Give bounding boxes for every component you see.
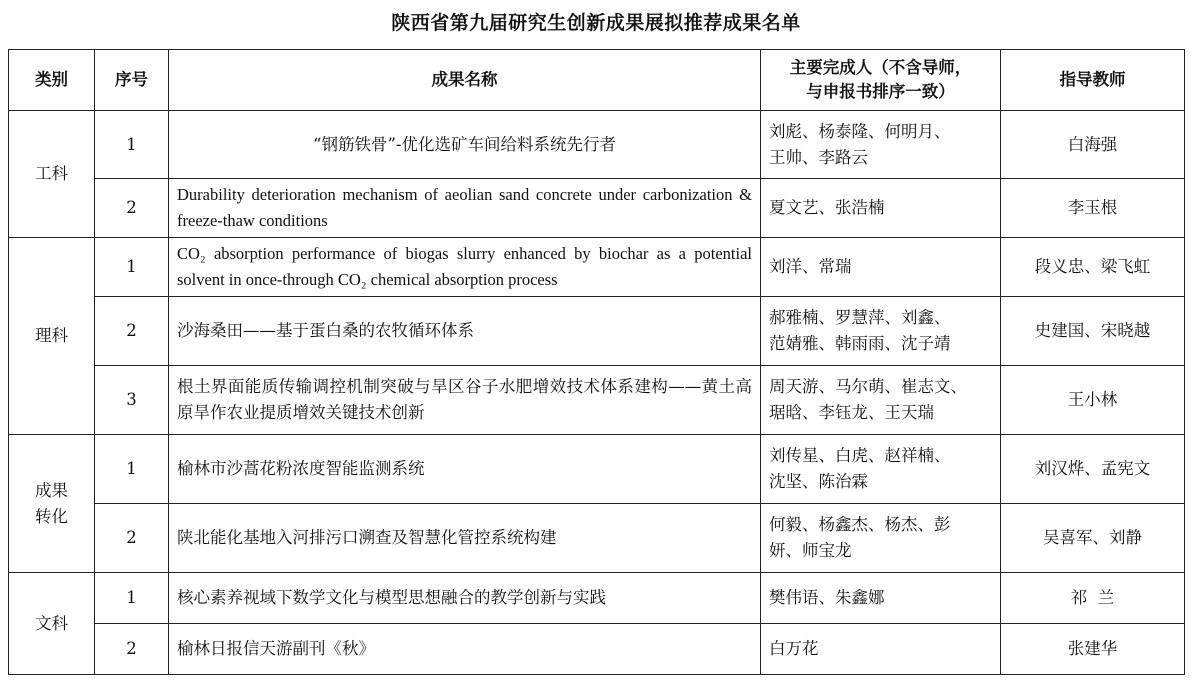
table-row bbox=[9, 238, 1185, 297]
people-line: 刘传星、白虎、赵祥楠、 bbox=[769, 446, 951, 465]
people-line: 周天游、马尔萌、崔志文、 bbox=[769, 377, 967, 396]
advisor-cell: 史建国、宋晓越 bbox=[1001, 297, 1185, 366]
table-row bbox=[9, 366, 1185, 435]
header-name: 成果名称 bbox=[169, 50, 761, 111]
people-cell: 樊伟语、朱鑫娜 bbox=[761, 573, 1001, 624]
category-cell: 理科 bbox=[9, 238, 95, 435]
people-line: 范婧雅、韩雨雨、沈子靖 bbox=[769, 334, 951, 353]
advisor-cell: 张建华 bbox=[1001, 624, 1185, 675]
achievement-name: “钢筋铁骨”-优化选矿车间给料系统先行者 bbox=[169, 111, 761, 179]
people-cell bbox=[761, 504, 1001, 573]
seq-cell: 2 bbox=[95, 179, 169, 238]
seq-cell: 1 bbox=[95, 111, 169, 179]
table-row bbox=[9, 624, 1185, 675]
advisor-cell: 祁 兰 bbox=[1001, 573, 1185, 624]
people-line: 郝雅楠、罗慧萍、刘鑫、 bbox=[769, 308, 951, 327]
people-cell bbox=[761, 366, 1001, 435]
achievement-name: Durability deterioration mechanism of aeolian sand concrete under carbonization & freeze-thaw conditions bbox=[169, 179, 761, 238]
header-people bbox=[761, 50, 1001, 111]
people-line: 妍、师宝龙 bbox=[769, 541, 852, 560]
people-line: 沈坚、陈治霖 bbox=[769, 472, 868, 491]
table-row bbox=[9, 573, 1185, 624]
advisor-cell: 段义忠、梁飞虹 bbox=[1001, 238, 1185, 297]
achievement-name: 陕北能化基地入河排污口溯查及智慧化管控系统构建 bbox=[169, 504, 761, 573]
header-people-line2: 与申报书排序一致） bbox=[806, 82, 955, 101]
people-line: 琚晗、李钰龙、王天瑞 bbox=[769, 403, 934, 422]
achievement-name: 根土界面能质传输调控机制突破与旱区谷子水肥增效技术体系建构——黄土高原旱作农业提质增效关键技术创新 bbox=[169, 366, 761, 435]
table-row bbox=[9, 435, 1185, 504]
category-line: 成果 bbox=[35, 480, 68, 500]
seq-cell: 1 bbox=[95, 238, 169, 297]
achievement-name: 核心素养视域下数学文化与模型思想融合的教学创新与实践 bbox=[169, 573, 761, 624]
seq-cell: 1 bbox=[95, 573, 169, 624]
header-seq: 序号 bbox=[95, 50, 169, 111]
table-row bbox=[9, 504, 1185, 573]
header-advisor: 指导教师 bbox=[1001, 50, 1185, 111]
table-row bbox=[9, 179, 1185, 238]
advisor-cell: 王小林 bbox=[1001, 366, 1185, 435]
people-line: 刘彪、杨泰隆、何明月、 bbox=[769, 121, 951, 141]
advisor-cell: 白海强 bbox=[1001, 111, 1185, 179]
advisor-cell: 李玉根 bbox=[1001, 179, 1185, 238]
people-cell: 白万花 bbox=[761, 624, 1001, 675]
people-cell: 夏文艺、张浩楠 bbox=[761, 179, 1001, 238]
advisor-cell: 刘汉烨、孟宪文 bbox=[1001, 435, 1185, 504]
achievement-name: 沙海桑田——基于蛋白桑的农牧循环体系 bbox=[169, 297, 761, 366]
header-people-line1: 主要完成人（不含导师， bbox=[789, 58, 972, 77]
category-cell: 工科 bbox=[9, 111, 95, 238]
people-cell bbox=[761, 111, 1001, 179]
header-category: 类别 bbox=[9, 50, 95, 111]
people-line: 何毅、杨鑫杰、杨杰、彭 bbox=[769, 515, 951, 534]
advisor-cell: 吴喜军、刘静 bbox=[1001, 504, 1185, 573]
people-cell bbox=[761, 435, 1001, 504]
recommendation-table bbox=[8, 49, 1185, 675]
table-header-row bbox=[9, 50, 1185, 111]
people-cell: 刘洋、常瑞 bbox=[761, 238, 1001, 297]
category-cell bbox=[9, 435, 95, 573]
achievement-name: 榆林市沙蒿花粉浓度智能监测系统 bbox=[169, 435, 761, 504]
table-row bbox=[9, 297, 1185, 366]
achievement-name: 榆林日报信天游副刊《秋》 bbox=[169, 624, 761, 675]
seq-cell: 2 bbox=[95, 297, 169, 366]
category-cell: 文科 bbox=[9, 573, 95, 675]
people-cell bbox=[761, 297, 1001, 366]
achievement-name: CO₂ absorption performance of biogas slurry enhanced by biochar as a potential solvent in once-through CO₂ chemical absorption process bbox=[169, 238, 761, 297]
category-line: 转化 bbox=[35, 506, 68, 526]
seq-cell: 2 bbox=[95, 504, 169, 573]
seq-cell: 3 bbox=[95, 366, 169, 435]
table-row bbox=[9, 111, 1185, 179]
seq-cell: 2 bbox=[95, 624, 169, 675]
people-line: 王帅、李路云 bbox=[769, 147, 868, 167]
seq-cell: 1 bbox=[95, 435, 169, 504]
page-title: 陕西省第九届研究生创新成果展拟推荐成果名单 bbox=[391, 12, 801, 34]
